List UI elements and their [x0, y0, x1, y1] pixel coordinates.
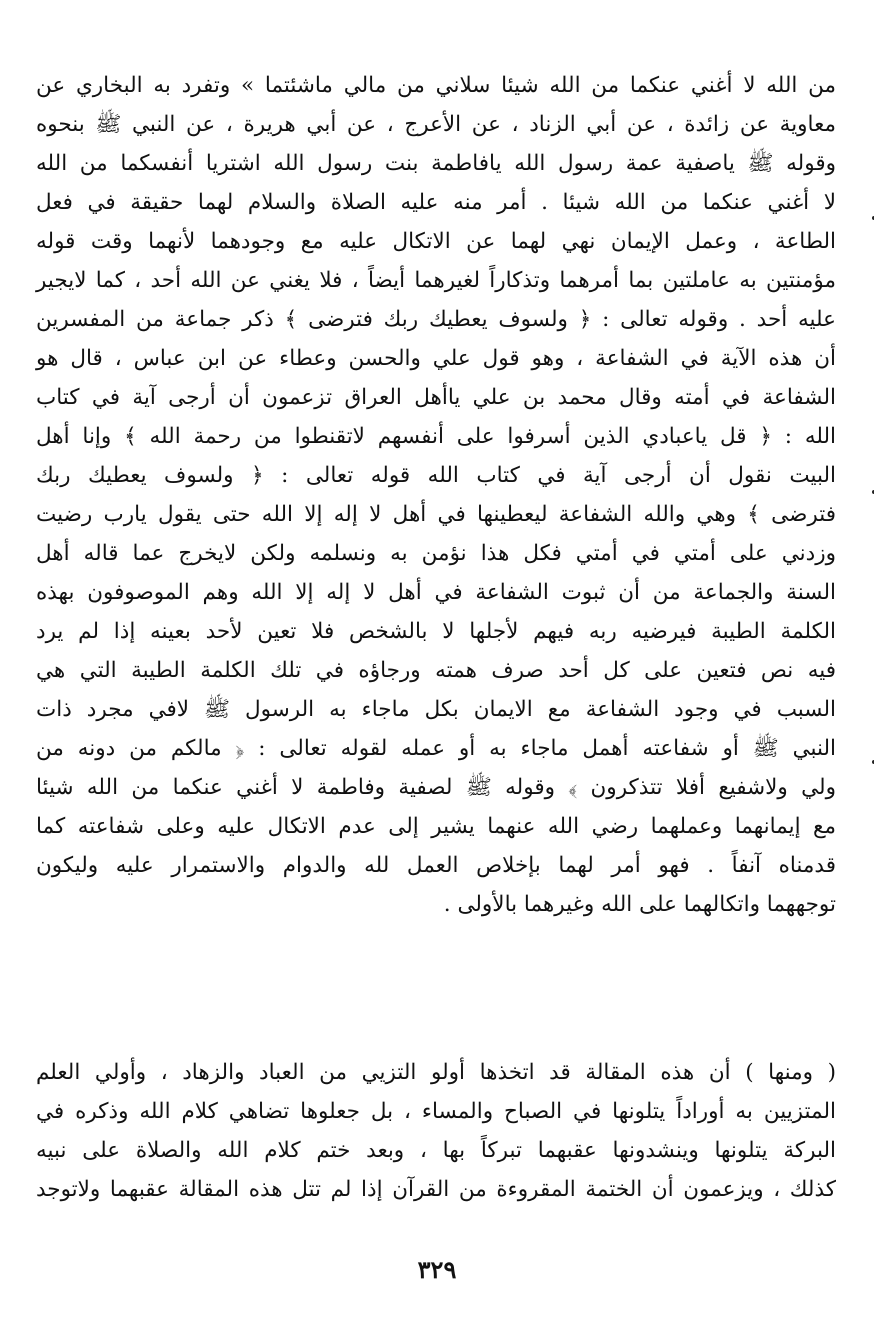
text-line: مؤمنتين به عاملتين بما أمرهما وتذكاراً لغيرهما أيضاً ، فلا يغني عن الله أحد ، كما لايجير	[36, 268, 836, 293]
text-line: الطاعة ، وعمل الإيمان نهي لهما عن الاتكال عليه مع وجودهما لأنهما وقت قوله	[36, 229, 836, 254]
text-line: النبي ﷺ أو شفاعته أهمل ماجاء به أو عمله لقوله تعالى : ﴿ مالكم من دونه من	[36, 736, 836, 761]
paragraph-main	[36, 66, 836, 924]
text-line: الكلمة الطيبة فيرضيه ربه فيهم لأجلها لا بالشخص فلا تعين لأحد بعينه إذا لم يرد	[36, 619, 836, 644]
text-line: فترضى ﴾ وهي والله الشفاعة ليعطينها في أهل لا إله إلا الله حتى يقول يارب رضيت	[36, 502, 836, 527]
text-line: السنة والجماعة من أن ثبوت الشفاعة في أهل لا إله إلا الله وهم الموصوفون بهذه	[36, 580, 836, 605]
text-line: مع إيمانهما وعملهما رضي الله عنهما يشير إلى عدم الاتكال عليه وعلى شفاعته كما	[36, 814, 836, 839]
text-line: كذلك ، ويزعمون أن الختمة المقروءة من القرآن إذا لم تتل هذه المقالة عقبهما ولاتوجد	[36, 1177, 836, 1202]
text-line: معاوية عن زائدة ، عن أبي الزناد ، عن الأعرج ، عن أبي هريرة ، عن النبي ﷺ بنحوه	[36, 112, 836, 137]
text-line: ولي ولاشفيع أفلا تتذكرون ﴾ وقوله ﷺ لصفية وفاطمة لا أغني عنكما من الله شيئا	[36, 775, 836, 800]
text-line: أن هذه الآية في الشفاعة ، وهو قول علي والحسن وعطاء عن ابن عباس ، قال هو	[36, 346, 836, 371]
text-line: ( ومنها ) أن هذه المقالة قد اتخذها أولو التزيي من العباد والزهاد ، وأولي العلم	[36, 1060, 836, 1085]
text-line: من الله لا أغني عنكما من الله شيئا سلاني من مالي ماشئتما » وتفرد به البخاري عن	[36, 73, 836, 98]
text-line: الشفاعة في أمته وقال محمد بن علي ياأهل العراق تزعمون أن أرجى آية في كتاب	[36, 385, 836, 410]
paragraph-second	[36, 1053, 836, 1209]
text-line: لا أغني عنكما من الله شيئا . أمر منه عليه الصلاة والسلام لهما حقيقة في فعل	[36, 190, 836, 215]
page-number: ٣٢٩	[417, 1255, 457, 1284]
text-line: البركة يتلونها وينشدونها عقبهما تبركاً بها ، وبعد ختم كلام الله والصلاة على نبيه	[36, 1138, 836, 1163]
text-line: السبب في وجود الشفاعة مع الايمان بكل ماجاء به الرسول ﷺ لافي مجرد ذات	[36, 697, 836, 722]
text-line: توجههما واتكالهما على الله وغيرهما بالأولى .	[443, 892, 836, 917]
text-line: الله : ﴿ قل ياعبادي الذين أسرفوا على أنفسهم لاتقنطوا من رحمة الله ﴾ وإنا أهل	[36, 424, 836, 449]
text-line: قدمناه آنفاً . فهو أمر لهما بإخلاص العمل لله والدوام والاستمرار عليه وليكون	[36, 853, 836, 878]
text-line: المتزيين به أوراداً يتلونها في الصباح والمساء ، بل جعلوها تضاهي كلام الله وذكره في	[36, 1099, 836, 1124]
text-line: وزدني على أمتي في أمتي فكل هذا نؤمن به ونسلمه ولكن لايخرج عما قاله أهل	[36, 541, 836, 566]
text-line: البيت نقول أن أرجى آية في كتاب الله قوله تعالى : ﴿ ولسوف يعطيك ربك	[36, 463, 836, 488]
text-line: وقوله ﷺ ياصفية عمة رسول الله يافاطمة بنت رسول الله اشتريا أنفسكما من الله	[36, 151, 836, 176]
text-line: عليه أحد . وقوله تعالى : ﴿ ولسوف يعطيك ربك فترضى ﴾ ذكر جماعة من المفسرين	[36, 307, 836, 332]
text-line: فيه نص فتعين على كل أحد صرف همته ورجاؤه في تلك الكلمة الطيبة التي هي	[36, 658, 836, 683]
